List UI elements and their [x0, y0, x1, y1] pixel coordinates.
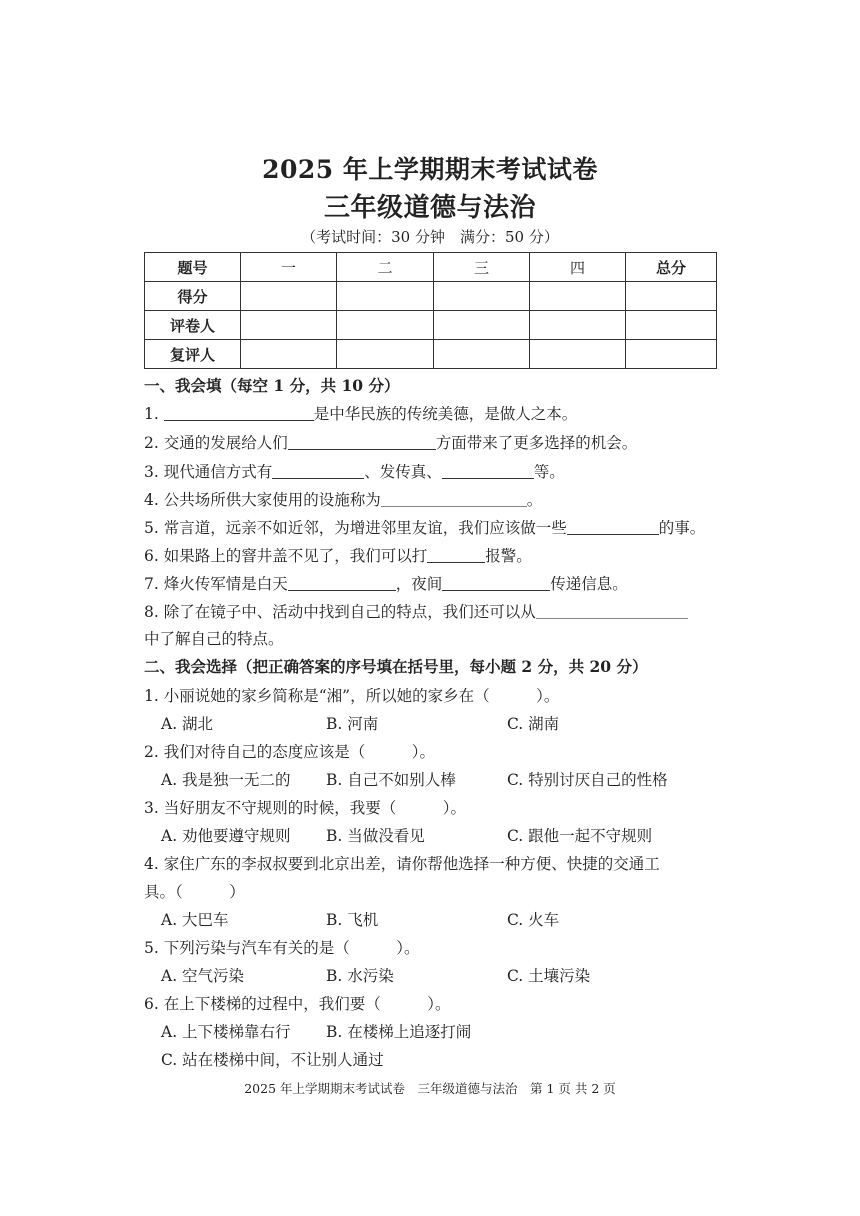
question-text: 等。 — [533, 463, 565, 481]
option-a[interactable]: A. 劝他要遵守规则 — [161, 827, 291, 845]
answer-blank[interactable] — [381, 492, 527, 507]
exam-info: （考试时间：30 分钟 满分：50 分） — [301, 228, 559, 246]
row-header: 复评人 — [145, 340, 241, 369]
score-cell[interactable] — [241, 282, 337, 311]
option-a[interactable]: A. 上下楼梯靠右行 — [161, 1023, 291, 1041]
col-header: 总分 — [626, 253, 717, 282]
col-header: 四 — [530, 253, 626, 282]
fill-question-3 — [144, 460, 565, 482]
section1-heading: 一、我会填（每空 1 分，共 10 分） — [144, 376, 400, 395]
col-header: 题号 — [145, 253, 241, 282]
section2-heading: 二、我会选择（把正确答案的序号填在括号里，每小题 2 分，共 20 分） — [144, 657, 648, 676]
reviewer-cell[interactable] — [626, 340, 717, 369]
fill-question-2 — [144, 431, 637, 453]
exam-title: 2025 年上学期期末考试试卷 — [262, 155, 598, 184]
answer-blank[interactable] — [567, 520, 659, 535]
option-c[interactable]: C. 特别讨厌自己的性格 — [507, 771, 668, 789]
question-text: 、发传真、 — [364, 463, 442, 481]
option-a[interactable]: A. 我是独一无二的 — [161, 771, 291, 789]
answer-blank[interactable] — [427, 548, 485, 563]
answer-blank[interactable] — [164, 406, 314, 421]
subject-title: 三年级道德与法治 — [323, 193, 536, 223]
grader-cell[interactable] — [434, 311, 530, 340]
grader-cell[interactable] — [241, 311, 337, 340]
option-b[interactable]: B. 自己不如别人棒 — [326, 771, 456, 789]
col-header: 一 — [241, 253, 337, 282]
page-footer: 2025 年上学期期末考试试卷 三年级道德与法治 第 1 页 共 2 页 — [244, 1081, 616, 1096]
choice-question-3: 3. 当好朋友不守规则的时候，我要（ ）。 — [144, 799, 466, 817]
option-a[interactable]: A. 空气污染 — [161, 967, 245, 985]
choice-question-5: 5. 下列污染与汽车有关的是（ ）。 — [144, 939, 420, 957]
option-c[interactable]: C. 站在楼梯中间，不让别人通过 — [161, 1051, 384, 1069]
option-b[interactable]: B. 飞机 — [326, 911, 379, 929]
choice-question-4: 4. 家住广东的李叔叔要到北京出差，请你帮他选择一种方便、快捷的交通工 — [144, 855, 660, 873]
answer-blank[interactable] — [442, 576, 550, 591]
fill-question-7 — [144, 572, 628, 594]
question-text: 5. 常言道，远亲不如近邻，为增进邻里友谊，我们应该做一些 — [144, 519, 567, 537]
option-b[interactable]: B. 水污染 — [326, 967, 394, 985]
question-text: 8. 除了在镜子中、活动中找到自己的特点，我们还可以从 — [144, 603, 536, 621]
question-text: ，夜间 — [395, 575, 443, 593]
col-header: 二 — [337, 253, 434, 282]
option-b[interactable]: B. 在楼梯上追逐打闹 — [326, 1023, 472, 1041]
score-cell[interactable] — [530, 282, 626, 311]
score-table — [144, 252, 717, 369]
reviewer-cell[interactable] — [530, 340, 626, 369]
answer-blank[interactable] — [442, 464, 534, 479]
question-text: 3. 现代通信方式有 — [144, 463, 273, 481]
grader-cell[interactable] — [337, 311, 434, 340]
row-header: 得分 — [145, 282, 241, 311]
answer-blank[interactable] — [288, 435, 436, 450]
question-text: 方面带来了更多选择的机会。 — [435, 434, 638, 452]
question-text: 4. 公共场所供大家使用的设施称为 — [144, 491, 381, 509]
question-text: 的事。 — [658, 519, 706, 537]
question-text: 1. — [144, 405, 164, 423]
score-table-row — [145, 340, 717, 369]
score-table-row — [145, 282, 717, 311]
grader-cell[interactable] — [530, 311, 626, 340]
score-cell[interactable] — [626, 282, 717, 311]
fill-question-1 — [144, 402, 577, 424]
fill-question-8 — [144, 600, 688, 622]
question-text: 7. 烽火传军情是白天 — [144, 575, 288, 593]
question-text: 是中华民族的传统美德，是做人之本。 — [313, 405, 578, 423]
answer-blank[interactable] — [272, 464, 364, 479]
fill-question-5 — [144, 516, 705, 538]
question-text: 2. 交通的发展给人们 — [144, 434, 288, 452]
option-c[interactable]: C. 土壤污染 — [507, 967, 591, 985]
fill-question-6 — [144, 544, 532, 566]
reviewer-cell[interactable] — [434, 340, 530, 369]
score-cell[interactable] — [434, 282, 530, 311]
fill-question-4 — [144, 488, 542, 510]
choice-question-2: 2. 我们对待自己的态度应该是（ ）。 — [144, 743, 435, 761]
row-header: 评卷人 — [145, 311, 241, 340]
option-b[interactable]: B. 河南 — [326, 715, 379, 733]
grader-cell[interactable] — [626, 311, 717, 340]
score-table-row — [145, 311, 717, 340]
reviewer-cell[interactable] — [241, 340, 337, 369]
reviewer-cell[interactable] — [337, 340, 434, 369]
answer-blank[interactable] — [288, 576, 396, 591]
option-c[interactable]: C. 湖南 — [507, 715, 560, 733]
question-text: 6. 如果路上的窨井盖不见了，我们可以打 — [144, 547, 428, 565]
question-text: 。 — [526, 491, 543, 509]
option-a[interactable]: A. 大巴车 — [161, 911, 229, 929]
option-a[interactable]: A. 湖北 — [161, 715, 214, 733]
question-text: 报警。 — [485, 547, 532, 565]
option-b[interactable]: B. 当做没看见 — [326, 827, 425, 845]
score-cell[interactable] — [337, 282, 434, 311]
question-text: 传递信息。 — [550, 575, 628, 593]
option-c[interactable]: C. 火车 — [507, 911, 560, 929]
choice-question-4-cont: 具。（ ） — [144, 883, 245, 901]
choice-question-1: 1. 小丽说她的家乡简称是“湘”，所以她的家乡在（ ）。 — [144, 687, 560, 705]
answer-blank[interactable] — [536, 604, 688, 619]
choice-question-6: 6. 在上下楼梯的过程中，我们要（ ）。 — [144, 995, 451, 1013]
col-header: 三 — [434, 253, 530, 282]
fill-question-8-cont: 中了解自己的特点。 — [144, 630, 284, 648]
score-table-header-row — [145, 253, 717, 282]
option-c[interactable]: C. 跟他一起不守规则 — [507, 827, 653, 845]
